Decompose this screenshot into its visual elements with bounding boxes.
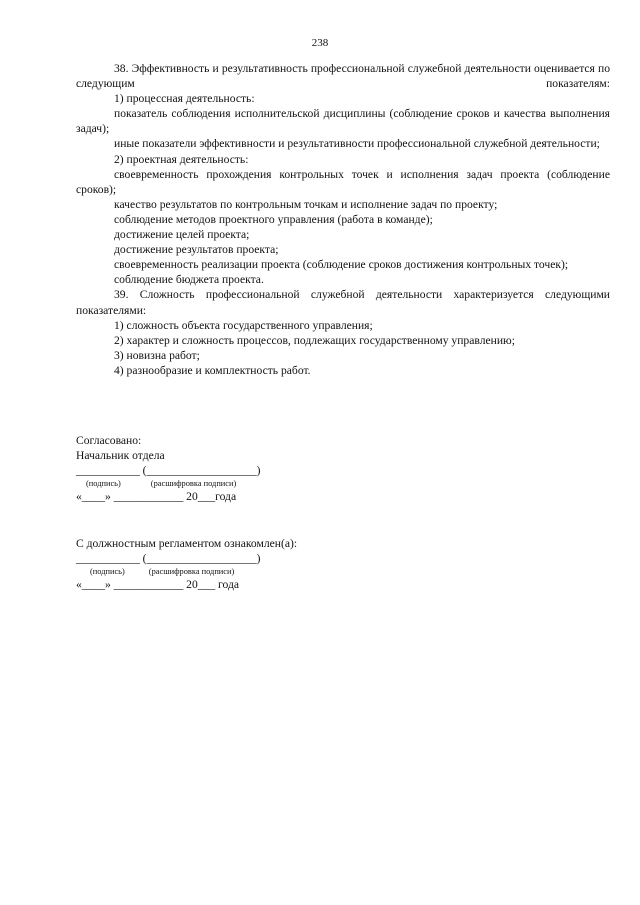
- paragraph-38-line-1: [76, 61, 610, 91]
- acknowledgement-block: [76, 536, 297, 592]
- acknowledgement-caption-decoding: (расшифровка подписи): [148, 567, 235, 577]
- paragraph-quality: качество результатов по контрольным точкам и исполнение задач по проекту;: [114, 197, 498, 211]
- paragraph-checkpoints: своевременность прохождения контрольных точек и исполнения задач проекта (соблюдение сроков);: [76, 167, 610, 196]
- paragraph-39: 39. Сложность профессиональной служебной деятельности характеризуется следующими показателями:: [76, 288, 610, 317]
- paragraph-timeliness: своевременность реализации проекта (соблюдение сроков достижения контрольных точек);: [114, 258, 569, 272]
- approval-caption-decoding: (расшифровка подписи): [150, 479, 237, 489]
- approval-signature-line: ___________ (___________________): [76, 464, 261, 478]
- approval-block: [76, 433, 261, 504]
- acknowledgement-captions: [76, 566, 297, 577]
- paragraph-budget: соблюдение бюджета проекта.: [114, 273, 264, 287]
- regulation-text: [76, 61, 610, 378]
- paragraph-goals: достижение целей проекта;: [114, 228, 250, 242]
- approval-caption-signature: (подпись): [86, 479, 121, 489]
- approval-date-line: «____» ____________ 20___года: [76, 490, 237, 504]
- paragraph-diversity: 4) разнообразие и комплектность работ.: [114, 363, 311, 377]
- approval-captions: [76, 478, 261, 489]
- paragraph-complexity-processes: 2) характер и сложность процессов, подлежащих государственному управлению;: [114, 333, 515, 347]
- paragraph-38: 38. Эффективность и результативность профессиональной служебной деятельности оценивается по следующим показателям:: [76, 62, 610, 91]
- acknowledgement-date-line: «____» ____________ 20___ года: [76, 578, 239, 592]
- approval-heading: Согласовано:: [76, 434, 142, 447]
- paragraph-results: достижение результатов проекта;: [114, 243, 279, 257]
- paragraph-methods: соблюдение методов проектного управления (работа в команде);: [114, 212, 433, 226]
- paragraph-novelty: 3) новизна работ;: [114, 348, 200, 362]
- approval-position: Начальник отдела: [76, 449, 165, 463]
- paragraph-complexity-object: 1) сложность объекта государственного управления;: [114, 318, 373, 332]
- page-number: 238: [311, 37, 329, 49]
- paragraph-project: 2) проектная деятельность:: [114, 152, 249, 166]
- paragraph-discipline: показатель соблюдения исполнительской дисциплины (соблюдение сроков и качества выполнения задач);: [76, 107, 610, 136]
- paragraph-processual: 1) процессная деятельность:: [114, 92, 255, 106]
- acknowledgement-caption-signature: (подпись): [90, 567, 125, 577]
- acknowledgement-heading: С должностным регламентом ознакомлен(а):: [76, 537, 298, 550]
- paragraph-other-indicators: иные показатели эффективности и результативности профессиональной служебной деятельности;: [114, 137, 600, 151]
- acknowledgement-signature-line: ___________ (___________________): [76, 552, 261, 566]
